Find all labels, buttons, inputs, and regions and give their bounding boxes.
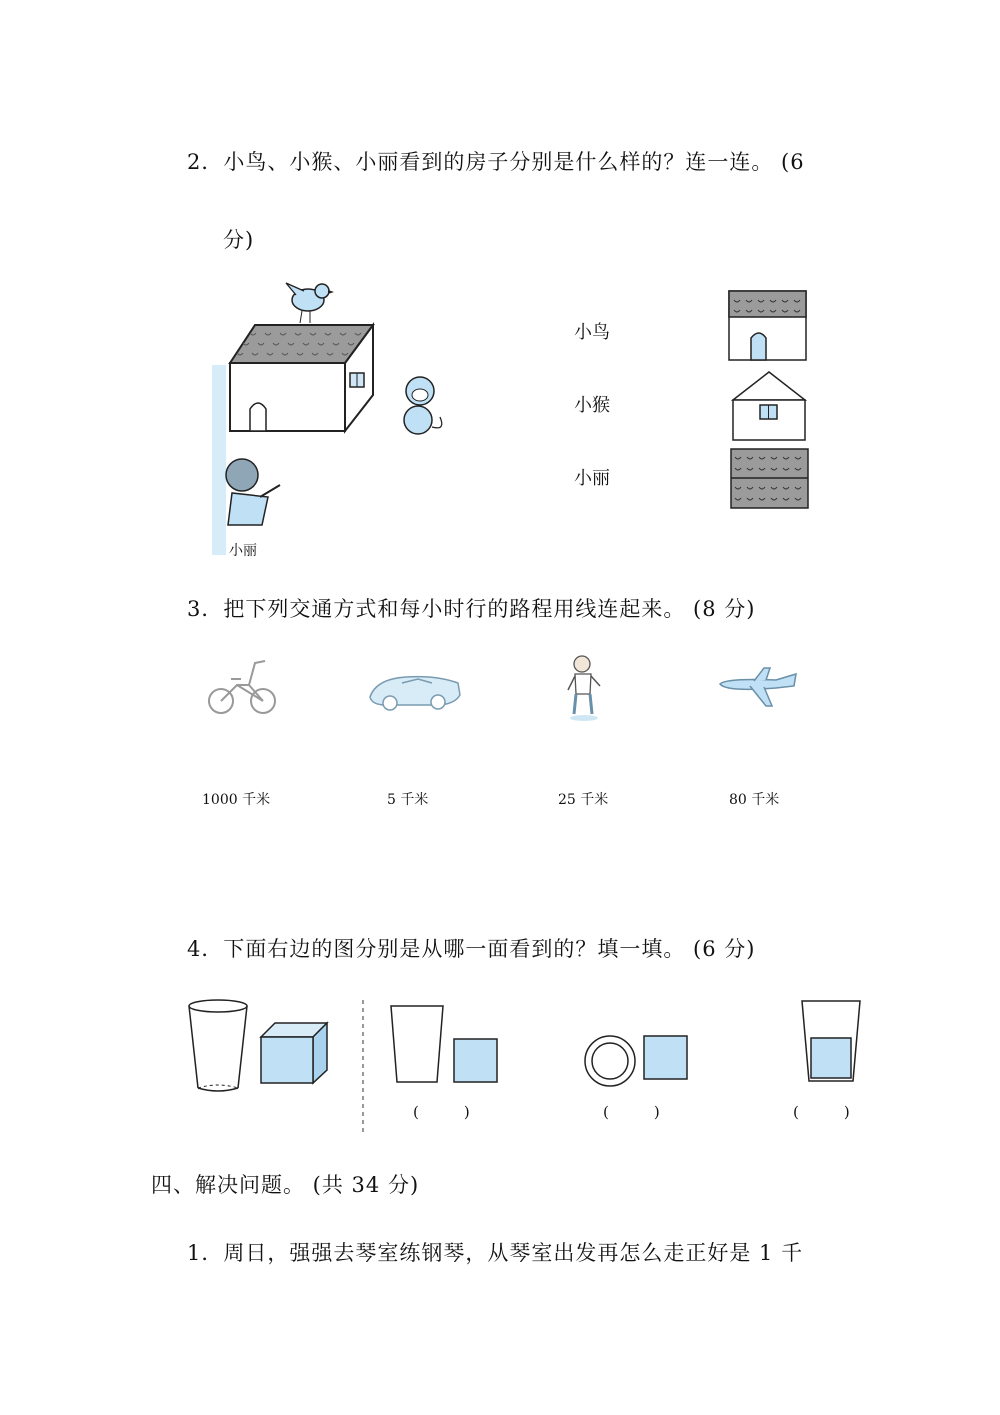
bird-icon — [286, 283, 334, 323]
q4-title: 4．下面右边的图分别是从哪一面看到的？填一填。 (6 分) — [187, 937, 756, 961]
view-c-combined — [799, 998, 863, 1084]
bicycle-icon — [205, 655, 280, 717]
q3-title: 3．把下列交通方式和每小时行的路程用线连起来。 (8 分) — [187, 597, 756, 621]
answer-blank-2[interactable]: ( ) — [603, 1103, 660, 1121]
answer-blank-1[interactable]: ( ) — [413, 1103, 470, 1121]
distance-option-4: 80 千米 — [729, 792, 780, 808]
view-a-cup-front — [389, 1004, 445, 1084]
car-icon — [366, 665, 464, 713]
boy-walking-icon — [560, 652, 608, 722]
decor-stripe — [212, 365, 226, 555]
view-b-square — [643, 1035, 689, 1081]
cup-3d-illustration — [186, 998, 250, 1096]
house-body — [230, 363, 345, 431]
monkey-icon — [404, 377, 442, 434]
view-option-1 — [728, 290, 808, 362]
cube-3d-illustration — [258, 1020, 330, 1086]
distance-option-1: 1000 千米 — [202, 792, 271, 808]
section4-title: 四、解决问题。 (共 34 分) — [151, 1173, 420, 1197]
airplane-icon — [716, 662, 802, 710]
answer-blank-3[interactable]: ( ) — [793, 1103, 850, 1121]
house-scene-illustration — [210, 275, 470, 565]
label-bird: 小鸟 — [574, 322, 610, 343]
distance-option-3: 25 千米 — [558, 792, 609, 808]
label-girl: 小丽 — [574, 468, 610, 489]
view-option-3 — [730, 448, 810, 510]
divider-dashed — [361, 1000, 365, 1132]
view-a-square — [453, 1038, 499, 1084]
house-door — [250, 403, 266, 431]
q2-title-line2: 分) — [223, 228, 255, 252]
q2-title-line1: 2．小鸟、小猴、小丽看到的房子分别是什么样的？连一连。 (6 — [187, 150, 805, 174]
girl-label: 小丽 — [229, 543, 257, 559]
label-monkey: 小猴 — [574, 395, 610, 416]
view-option-2 — [731, 370, 807, 442]
girl-icon — [226, 459, 280, 525]
section4-q1: 1．周日，强强去琴室练钢琴，从琴室出发再怎么走正好是 1 千 — [187, 1241, 804, 1265]
view-b-cup-top — [582, 1033, 638, 1089]
distance-option-2: 5 千米 — [387, 792, 429, 808]
